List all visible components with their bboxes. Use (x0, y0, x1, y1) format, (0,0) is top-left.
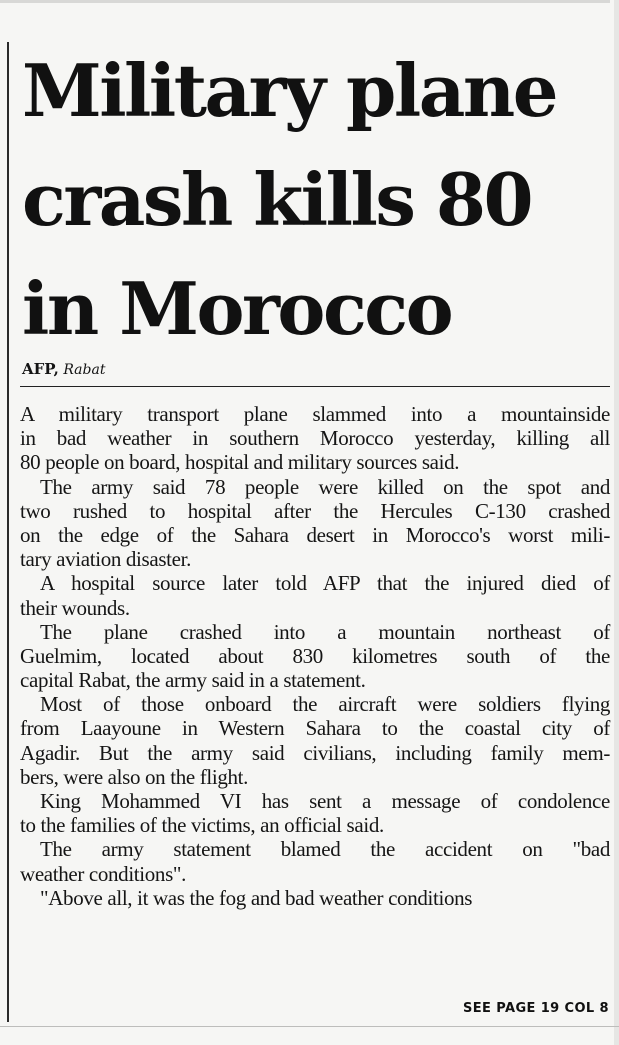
article-line: Agadir. But the army said civilians, including family mem- (20, 740, 610, 765)
article-line: two rushed to hospital after the Hercules C-130 crashed (20, 498, 610, 523)
article-line: Most of those onboard the aircraft were soldiers flying (40, 692, 610, 717)
article-line: The army statement blamed the accident on "bad (40, 837, 610, 862)
article-line: Guelmim, located about 830 kilometres south of the (20, 643, 610, 668)
article-line: on the edge of the Sahara desert in Morocco's worst mili- (20, 522, 610, 547)
article-line: in bad weather in southern Morocco yesterday, killing all (20, 426, 610, 451)
article-line: The plane crashed into a mountain northeast of (40, 619, 610, 644)
article-line: from Laayoune in Western Sahara to the coastal city of (20, 716, 610, 741)
byline-city: Rabat (63, 362, 106, 378)
article-line: tary aviation disaster. (20, 547, 191, 572)
column-rule (7, 42, 9, 1022)
headline-line-1: Military plane (22, 48, 557, 133)
article-line: bers, were also on the flight. (20, 764, 249, 789)
article-line: 80 people on board, hospital and military sources said. (20, 450, 460, 475)
top-rule (0, 0, 610, 3)
headline-line-3: in Morocco (22, 266, 452, 351)
article-line: A military transport plane slammed into a mountainside (20, 402, 610, 426)
article-line: "Above all, it was the fog and bad weather conditions (40, 885, 473, 910)
article-line: weather conditions". (20, 861, 187, 886)
article-line: King Mohammed VI has sent a message of condolence (40, 789, 610, 813)
article-line: A hospital source later told AFP that the injured died of (40, 571, 610, 596)
byline (22, 360, 105, 379)
bottom-rule (0, 1026, 619, 1027)
article-line: capital Rabat, the army said in a statement. (20, 668, 366, 693)
byline-agency: AFP, (22, 360, 59, 378)
article-line: to the families of the victims, an official said. (20, 813, 384, 838)
continuation-jump: SEE PAGE 19 COL 8 (463, 1001, 609, 1016)
headline-line-2: crash kills 80 (22, 157, 532, 242)
article-line: their wounds. (20, 595, 130, 620)
headline (22, 36, 617, 363)
byline-divider (20, 386, 610, 387)
article-body (20, 402, 610, 910)
article-line: The army said 78 people were killed on the spot and (40, 474, 610, 499)
